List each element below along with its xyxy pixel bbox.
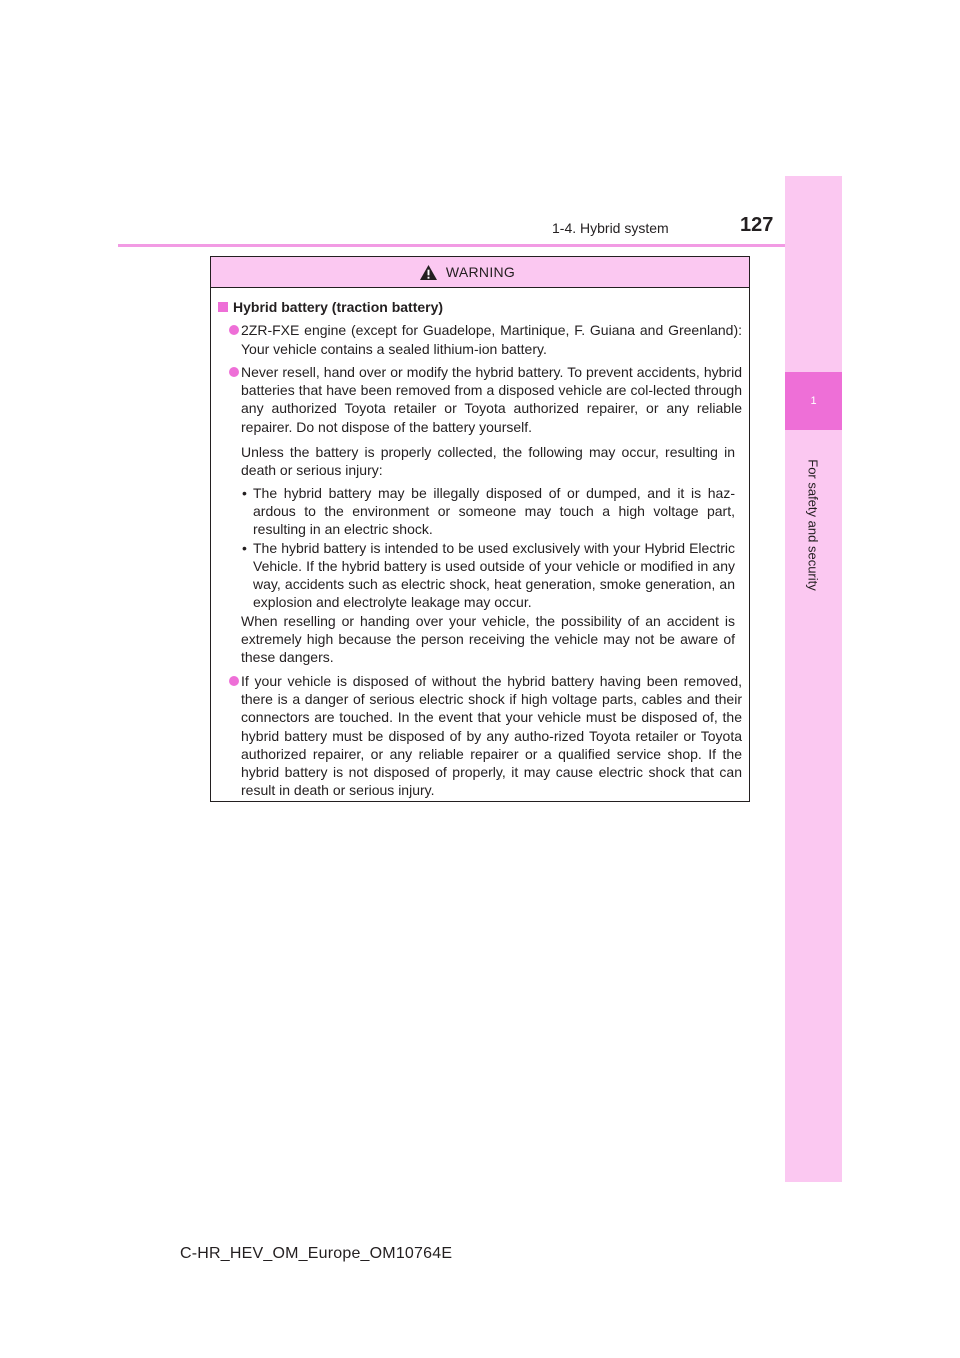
paragraph: Unless the battery is properly collected, the following may occur, resulting in death or serious injury: [241,444,735,479]
sub-bullet-item: • The hybrid battery may be illegally disposed of or dumped, and it is haz-ardous to the environment or someone may touch a high voltage part, resulting in an electric shock. [217,484,742,539]
chapter-number: 1 [785,372,842,430]
paragraph: When reselling or handing over your vehicle, the possibility of an accident is extremely high because the person receiving the vehicle may not be aware of these dangers. [241,612,735,666]
warning-heading [217,298,742,316]
section-title: 1-4. Hybrid system [552,220,669,236]
warning-box [210,256,750,802]
bullet-item: 2ZR-FXE engine (except for Guadelope, Martinique, F. Guiana and Greenland): Your vehicle contains a sealed lithium-ion battery. [217,321,742,358]
sub-bullet-item: • The hybrid battery is intended to be used exclusively with your Hybrid Electric Vehicle. If the hybrid battery is used outside of your vehicle or modified in any way, accidents such as electric shock, heat generation, smoke generation, an explosion and electrolyte leakage may occur. [217,539,742,612]
header-rule [118,244,785,247]
warning-triangle-icon [419,264,438,281]
bullet-item: If your vehicle is disposed of without the hybrid battery having been removed, there is a danger of serious electric shock if high voltage parts, cables and their connectors are touched. In the event that your vehicle must be disposed of, the hybrid battery must be disposed of by any autho-rized Toyota retailer or Toyota authorized repairer, or any reliable repairer or a qualified service shop. If the hybrid battery is not disposed of properly, it may cause electric shock that can result in death or serious injury. [217,672,742,800]
footer-code: C-HR_HEV_OM_Europe_OM10764E [180,1245,453,1262]
warning-header [211,257,749,288]
chapter-label: For safety and security [805,459,821,591]
warning-title: WARNING [445,264,516,280]
side-tab [785,176,842,1182]
bullet-item: Never resell, hand over or modify the hybrid battery. To prevent accidents, hybrid batteries that have been removed from a disposed vehicle are col-lected through any authorized Toyota retailer or Toyota authorized repairer, or any reliable repairer. Do not dispose of the battery yourself. [217,363,742,436]
warning-heading-text: Hybrid battery (traction battery) [233,299,444,315]
square-marker-icon [218,302,228,312]
warning-body [211,288,749,800]
page-number: 127 [740,214,774,236]
